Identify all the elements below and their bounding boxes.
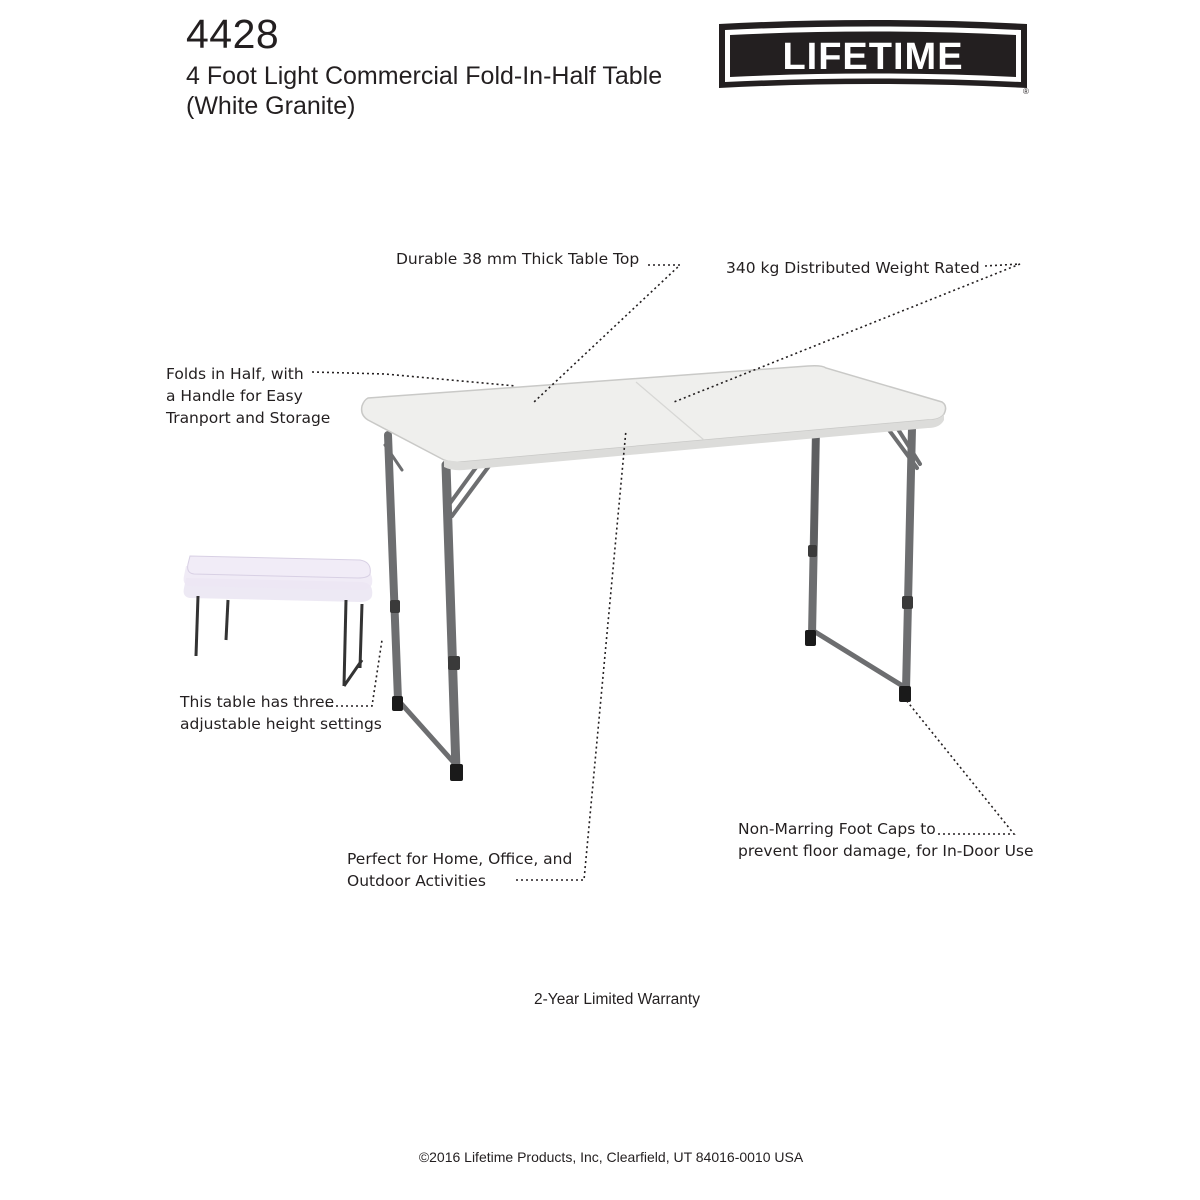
callout-height-settings: This table has three adjustable height settings [180, 693, 382, 733]
foot-caps [392, 630, 911, 781]
table-legs [385, 426, 920, 770]
callout-table-top: Durable 38 mm Thick Table Top [396, 250, 640, 268]
warranty-text: 2-Year Limited Warranty [534, 991, 700, 1008]
callout-uses: Perfect for Home, Office, and Outdoor Activities [347, 850, 573, 890]
main-table [362, 366, 946, 781]
logo-text: LIFETIME [782, 36, 964, 78]
leader-lines [312, 264, 1020, 880]
logo-registered-mark: ® [1023, 87, 1029, 96]
copyright-text: ©2016 Lifetime Products, Inc, Clearfield, UT 84016-0010 USA [418, 1149, 804, 1165]
model-number: 4428 [186, 11, 280, 57]
inset-table-heights [184, 556, 373, 686]
product-title: 4 Foot Light Commercial Fold-In-Half Table (White Granite) [186, 62, 663, 120]
callout-foot-caps: Non-Marring Foot Caps to prevent floor damage, for In-Door Use [738, 820, 1034, 860]
height-adjust-collars [390, 545, 913, 670]
callout-folds-in-half: Folds in Half, with a Handle for Easy Tranport and Storage [166, 365, 331, 427]
table-top [362, 366, 946, 470]
callout-weight-rating: 340 kg Distributed Weight Rated [726, 259, 980, 277]
